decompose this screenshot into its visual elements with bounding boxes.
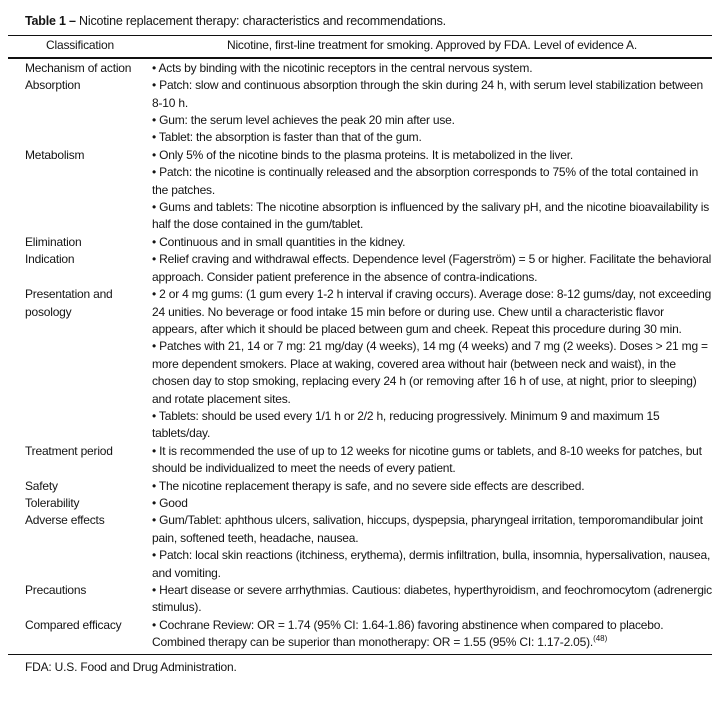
row-content xyxy=(152,443,712,478)
table-row xyxy=(8,443,712,478)
bullet-item: • Only 5% of the nicotine binds to the plasma proteins. It is metabolized in the liver. xyxy=(152,147,574,162)
table-title xyxy=(25,13,709,30)
bullet-item: • Relief craving and withdrawal effects. Dependence level (Fagerström) = 5 or higher. Facilitate the behavioral approach. Consider patient preference in the absence of contra-indications. xyxy=(152,252,712,284)
row-label: Mechanism of action xyxy=(25,60,132,75)
row-label: Absorption xyxy=(25,78,81,93)
row-content xyxy=(152,478,712,495)
bullet-item: • The nicotine replacement therapy is safe, and no severe side effects are described. xyxy=(152,478,585,493)
row-label: Safety xyxy=(25,478,58,493)
bullet-item: • Tablets: should be used every 1/1 h or 2/2 h, reducing progressively. Minimum 9 and maximum 15 tablets/day. xyxy=(152,408,660,441)
row-content xyxy=(152,617,712,652)
bullet-item: • Patch: local skin reactions (itchiness, erythema), dermis infiltration, bulla, insomnia, hypersalivation, nausea, and vomiting. xyxy=(152,548,711,580)
nicotine-therapy-table xyxy=(8,35,712,654)
table-row xyxy=(8,512,712,582)
table-footnote: FDA: U.S. Food and Drug Administration. xyxy=(25,659,237,674)
bullet-item: • It is recommended the use of up to 12 weeks for nicotine gums or tablets, and 8-10 weeks for patches, but should be individualized to meet the needs of every patient. xyxy=(152,443,702,476)
bullet-item: • Gum/Tablet: aphthous ulcers, salivation, hiccups, dyspepsia, pharyngeal irritation, temporomandibular joint pain, softened teeth, headache, nausea. xyxy=(152,513,703,545)
row-label: Compared efficacy xyxy=(25,617,122,632)
table-row xyxy=(8,617,712,652)
citation-superscript: (48) xyxy=(593,634,608,644)
row-content xyxy=(152,495,712,512)
bullet-item: • Patch: slow and continuous absorption through the skin during 24 h, with serum level stabilization between 8-10 h. xyxy=(152,78,703,110)
bullet-item: • 2 or 4 mg gums: (1 gum every 1-2 h interval if craving occurs). Average dose: 8-12 gums/day, not exceeding 24 unities. No beverage or food intake 15 min before or during use. Chew until a characteristic flavor appears, after which it should be placed between gum and cheek. Repeat this procedure during 30 min. xyxy=(152,287,712,336)
table-row xyxy=(8,495,712,512)
row-content xyxy=(152,60,712,77)
header-classification: Classification xyxy=(46,38,114,53)
table-header-row xyxy=(8,35,712,58)
row-content xyxy=(152,147,712,234)
bullet-item: • Tablet: the absorption is faster than that of the gum. xyxy=(152,130,422,145)
row-label: Presentation and posology xyxy=(25,287,113,319)
table-number-label: Table 1 – xyxy=(25,14,76,28)
row-content xyxy=(152,582,712,617)
table-row xyxy=(8,60,712,77)
row-content xyxy=(152,286,712,443)
bullet-item: • Gum: the serum level achieves the peak 20 min after use. xyxy=(152,113,455,128)
table-row xyxy=(8,77,712,147)
table-title-text: Nicotine replacement therapy: characteristics and recommendations. xyxy=(75,14,446,28)
row-label: Metabolism xyxy=(25,147,85,162)
table-row xyxy=(8,147,712,234)
table-row xyxy=(8,286,712,443)
bullet-item: • Patches with 21, 14 or 7 mg: 21 mg/day (4 weeks), 14 mg (4 weeks) and 7 mg (2 weeks). Doses > 21 mg = more dependent smokers. Place at waking, covered area without hair (between neck and waist), in the chosen day to stop smoking, replacing every 24 h (or removing after 16 h of use, at night, prior to sleeping) and rotate placement sites. xyxy=(152,339,708,406)
row-content xyxy=(152,234,712,251)
table-row xyxy=(8,478,712,495)
bullet-item: • Continuous and in small quantities in the kidney. xyxy=(152,234,406,249)
row-label: Adverse effects xyxy=(25,513,105,528)
bullet-item: • Acts by binding with the nicotinic receptors in the central nervous system. xyxy=(152,60,533,75)
header-nicotine: Nicotine, first-line treatment for smoking. Approved by FDA. Level of evidence A. xyxy=(227,38,637,53)
table-row xyxy=(8,582,712,617)
row-content xyxy=(152,77,712,147)
table-row xyxy=(8,234,712,251)
bullet-item: • Heart disease or severe arrhythmias. Cautious: diabetes, hyperthyroidism, and feochromocytom (adrenergic stimulus). xyxy=(152,583,712,615)
bullet-item: • Gums and tablets: The nicotine absorption is influenced by the salivary pH, and the nicotine bioavailability is half the dose contained in the gum/tablet. xyxy=(152,200,710,232)
row-content xyxy=(152,512,712,582)
table-row xyxy=(8,251,712,286)
bullet-item: • Patch: the nicotine is continually released and the absorption corresponds to 75% of the total contained in the patches. xyxy=(152,165,699,197)
bullet-item: • Good xyxy=(152,495,188,510)
row-content xyxy=(152,251,712,286)
row-label: Elimination xyxy=(25,234,82,249)
row-label: Tolerability xyxy=(25,495,80,510)
table-body xyxy=(8,59,712,654)
row-label: Indication xyxy=(25,252,75,267)
row-label: Precautions xyxy=(25,583,87,597)
bullet-item: • Cochrane Review: OR = 1.74 (95% CI: 1.64-1.86) favoring abstinence when compared to placebo. Combined therapy can be superior than monotherapy: OR = 1.55 (95% CI: 1.17-2.05).$^{(48)}$ xyxy=(152,617,664,650)
row-label: Treatment period xyxy=(25,443,113,458)
